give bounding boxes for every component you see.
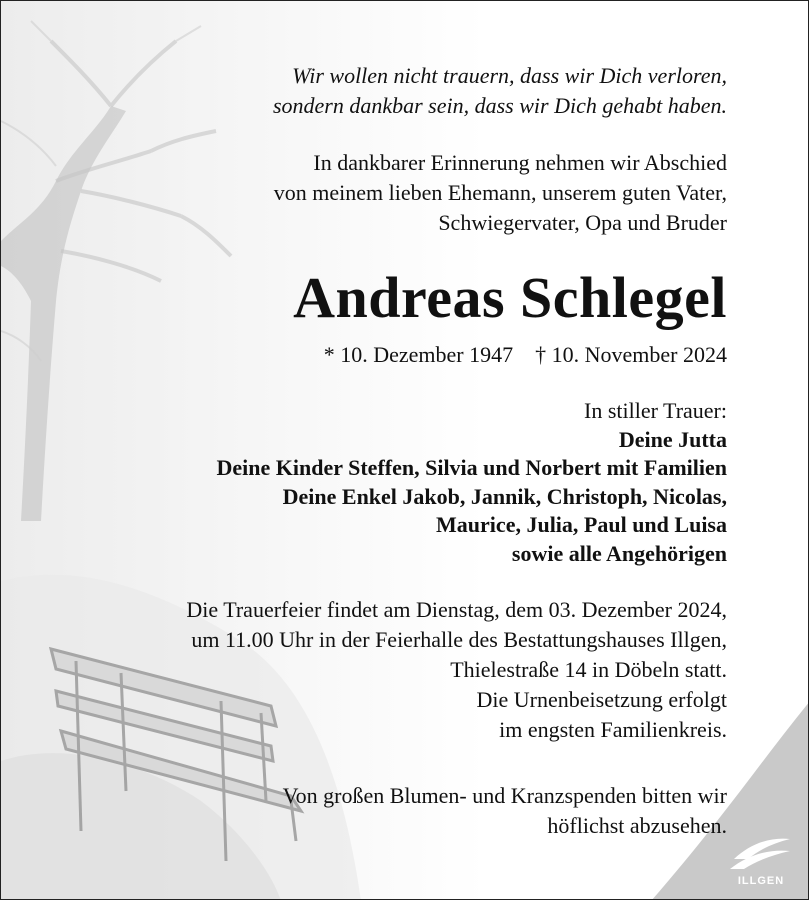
intro-text <box>274 148 727 238</box>
mourner-line: Maurice, Julia, Paul und Luisa <box>436 512 727 537</box>
service-info <box>186 595 727 745</box>
quote-line: sondern dankbar sein, dass wir Dich gehabt haben. <box>272 93 727 118</box>
mourner-line: Deine Kinder Steffen, Silvia und Norbert mit Familien <box>216 455 727 480</box>
death-date: † 10. November 2024 <box>535 342 727 367</box>
mourners <box>217 397 727 568</box>
flower-line: Von großen Blumen- und Kranzspenden bitten wir <box>282 783 727 808</box>
mourning-heading: In stiller Trauer: <box>584 398 727 423</box>
mourner-line: Deine Enkel Jakob, Jannik, Christoph, Nicolas, <box>282 483 727 509</box>
flower-line: höflichst abzusehen. <box>547 813 727 838</box>
quote <box>273 61 727 121</box>
service-line: Die Urnenbeisetzung erfolgt <box>476 687 727 712</box>
life-dates <box>324 340 727 370</box>
intro-line: von meinem lieben Ehemann, unserem guten Vater, <box>273 180 727 205</box>
service-line: im engsten Familienkreis. <box>499 717 727 742</box>
flower-request <box>283 781 727 841</box>
intro-line: Schwiegervater, Opa und Bruder <box>438 210 727 235</box>
service-line: Die Trauerfeier findet am Dienstag, dem 03. Dezember 2024, <box>186 597 727 622</box>
birth-date: * 10. Dezember 1947 <box>323 342 514 367</box>
quote-line: Wir wollen nicht trauern, dass wir Dich verloren, <box>292 63 727 88</box>
mourner-line: Deine Jutta <box>618 426 727 452</box>
service-line: um 11.00 Uhr in der Feierhalle des Bestattungshauses Illgen, <box>191 627 727 652</box>
intro-line: In dankbarer Erinnerung nehmen wir Abschied <box>313 150 727 175</box>
deceased-name: Andreas Schlegel <box>293 265 727 330</box>
mourner-line: sowie alle Angehörigen <box>511 540 727 566</box>
service-line: Thielestraße 14 in Döbeln statt. <box>450 657 727 682</box>
logo-text: ILLGEN <box>737 875 785 887</box>
